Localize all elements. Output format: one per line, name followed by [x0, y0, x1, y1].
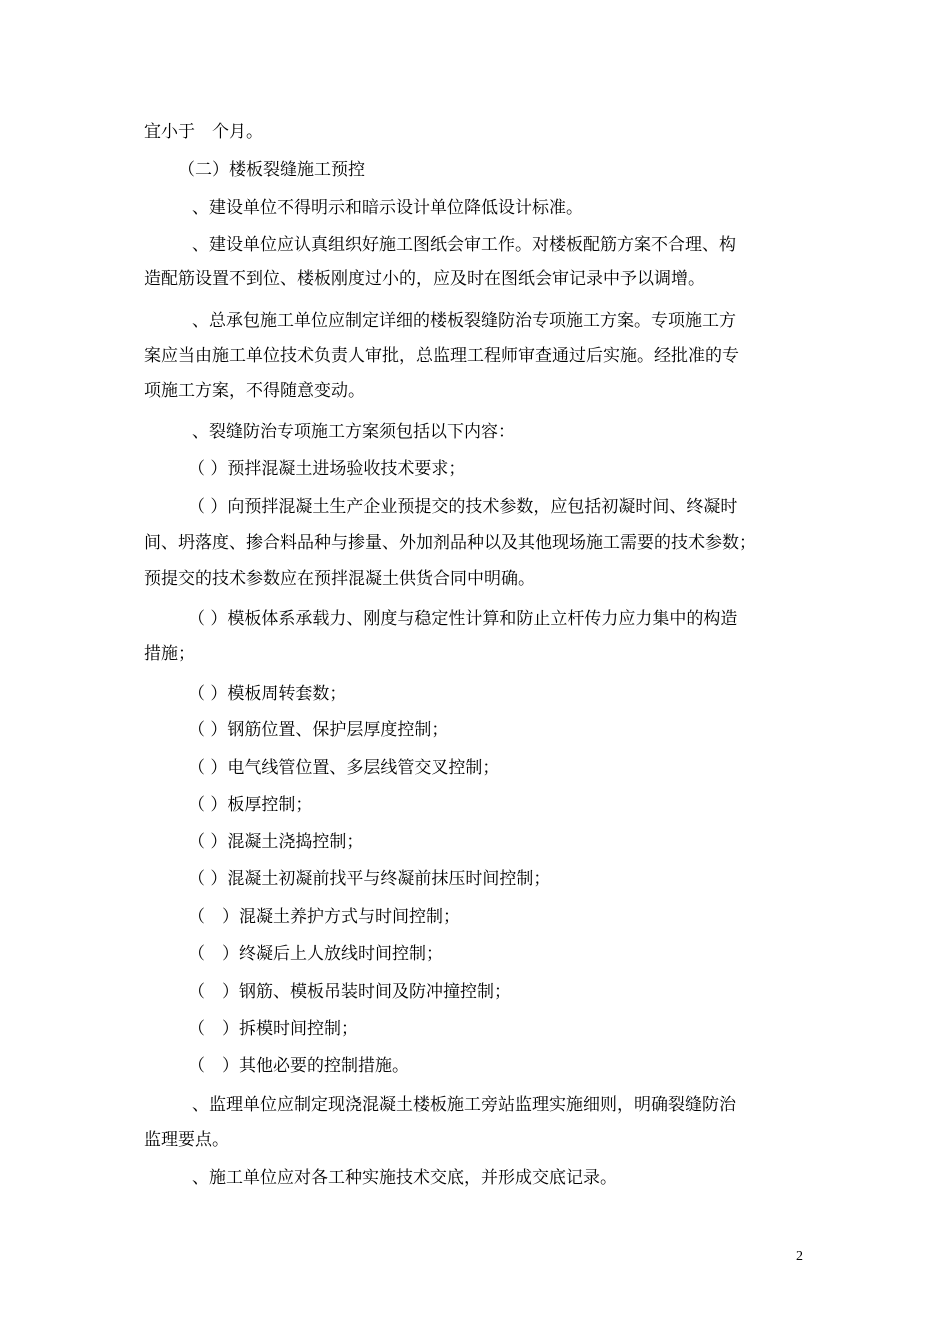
text-line: 项施工方案，不得随意变动。	[144, 381, 365, 401]
text-line: （二）楼板裂缝施工预控	[178, 160, 365, 180]
text-line: （ ）混凝土初凝前找平与终凝前抹压时间控制；	[188, 869, 551, 889]
text-line: 监理要点。	[144, 1130, 229, 1150]
text-line: 案应当由施工单位技术负责人审批，总监理工程师审查通过后实施。经批准的专	[144, 346, 739, 366]
text-line: 造配筋设置不到位、楼板刚度过小的，应及时在图纸会审记录中予以调增。	[144, 269, 705, 289]
text-line: （ ）预拌混凝土进场验收技术要求；	[188, 459, 466, 479]
text-line: （ ）混凝土浇捣控制；	[188, 832, 364, 852]
text-line: 、施工单位应对各工种实施技术交底，并形成交底记录。	[192, 1168, 617, 1188]
text-line: （ ）钢筋、模板吊装时间及防冲撞控制；	[188, 982, 511, 1002]
text-line: （ ）电气线管位置、多层线管交叉控制；	[188, 758, 500, 778]
text-line: （ ）钢筋位置、保护层厚度控制；	[188, 720, 449, 740]
text-line: 措施；	[144, 644, 195, 664]
text-line: 、总承包施工单位应制定详细的楼板裂缝防治专项施工方案。专项施工方	[192, 311, 736, 331]
text-line: （ ）其他必要的控制措施。	[188, 1056, 409, 1076]
text-line: （ ）模板周转套数；	[188, 684, 347, 704]
text-line: （ ）终凝后上人放线时间控制；	[188, 944, 443, 964]
page-number: 2	[796, 1249, 803, 1264]
text-line: （ ）板厚控制；	[188, 795, 313, 815]
text-line: （ ）混凝土养护方式与时间控制；	[188, 907, 460, 927]
text-line: （ ）向预拌混凝土生产企业预提交的技术参数，应包括初凝时间、终凝时	[188, 497, 738, 517]
text-line: （ ）拆模时间控制；	[188, 1019, 358, 1039]
text-line: （ ）模板体系承载力、刚度与稳定性计算和防止立杆传力应力集中的构造	[188, 609, 738, 629]
text-line: 、裂缝防治专项施工方案须包括以下内容：	[192, 422, 515, 442]
text-line: 宜小于 个月。	[144, 122, 263, 142]
text-line: 、建设单位不得明示和暗示设计单位降低设计标准。	[192, 198, 583, 218]
text-line: 间、坍落度、掺合料品种与掺量、外加剂品种以及其他现场施工需要的技术参数；	[144, 533, 756, 553]
text-line: 、建设单位应认真组织好施工图纸会审工作。对楼板配筋方案不合理、构	[192, 235, 736, 255]
text-line: 预提交的技术参数应在预拌混凝土供货合同中明确。	[144, 569, 535, 589]
text-line: 、监理单位应制定现浇混凝土楼板施工旁站监理实施细则，明确裂缝防治	[192, 1095, 736, 1115]
